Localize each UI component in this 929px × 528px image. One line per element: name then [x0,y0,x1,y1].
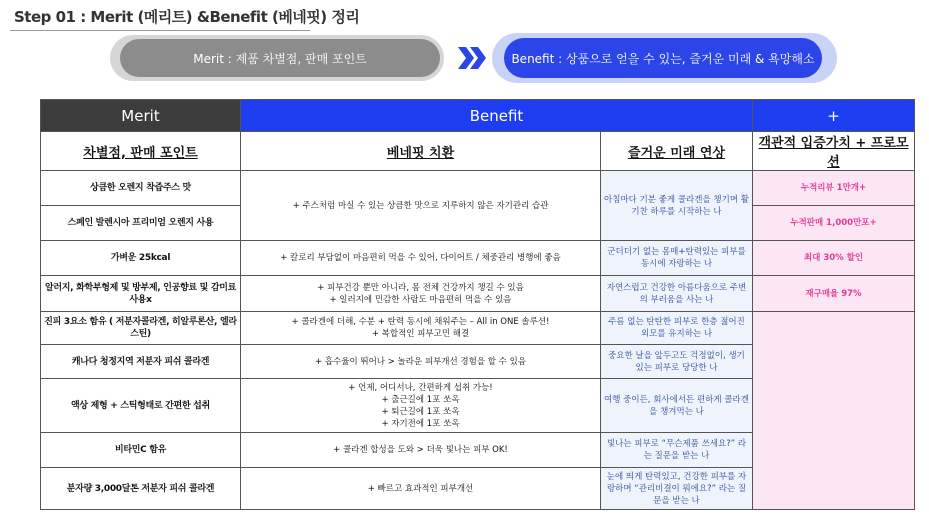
merit-cell: 비타민C 함유 [41,433,241,468]
column-header-row [41,132,915,171]
future-cell: 군더더기 없는 몸매+탄력있는 피부를 동시에 자랑하는 나 [601,241,753,276]
future-cell: 빛나는 피부로 “무슨제품 쓰세요?” 라는 질문을 받는 나 [601,433,753,468]
merit-cell: 액상 제형 + 스틱형태로 간편한 섭취 [41,379,241,433]
merit-benefit-table [40,99,915,510]
group-header-row [41,100,915,132]
merit-cell: 분자량 3,000달톤 저분자 피쉬 콜라겐 [41,468,241,510]
col-header-points: 차별점, 판매 포인트 [41,132,241,171]
future-cell: 눈에 띄게 탄력있고, 건강한 피부를 자랑하며 “관리비결이 뭐에요?” 라는 질문을 받는 나 [601,468,753,510]
plus-group-header: + [753,100,915,132]
proof-cell: 누적리뷰 1만개+ [753,171,915,206]
benefit-pill: Benefit : 상품으로 얻을 수 있는, 즐거운 미래 & 욕망해소 [504,38,822,78]
merit-cell: 가벼운 25kcal [41,241,241,276]
table-row [41,312,915,345]
future-cell: 자연스럽고 건강한 아름다움으로 주변의 부러움을 사는 나 [601,276,753,312]
merit-cell: 알러지, 화학부형제 및 방부제, 인공향료 및 감미료 사용x [41,276,241,312]
col-header-future: 즐거운 미래 연상 [601,132,753,171]
benefit-cell: + 흡수율이 뛰어나 > 놀라운 피부개선 경험을 할 수 있음 [241,345,601,379]
proof-cell: 누적판매 1,000만포+ [753,206,915,241]
title-underline [10,30,310,31]
benefit-group-header: Benefit [241,100,753,132]
merit-pill: Merit : 제품 차별점, 판매 포인트 [120,39,440,77]
proof-cell: 최대 30% 할인 [753,241,915,276]
table-row [41,276,915,312]
future-cell: 중요한 날을 앞두고도 걱정없이, 생기 있는 피부로 당당한 나 [601,345,753,379]
future-cell: 아침마다 기분 좋게 콜라겐을 챙기며 활기찬 하루를 시작하는 나 [601,171,753,241]
merit-cell: 캐나다 청정지역 저분자 피쉬 콜라겐 [41,345,241,379]
benefit-cell: + 주스처럼 마실 수 있는 상큼한 맛으로 지루하지 않은 자기관리 습관 [241,171,601,241]
benefit-cell: + 빠르고 효과적인 피부개선 [241,468,601,510]
future-cell: 여행 중이든, 회사에서든 편하게 콜라겐을 챙겨먹는 나 [601,379,753,433]
table-row [41,171,915,206]
benefit-cell: + 언제, 어디서나, 간편하게 섭취 가능! + 출근길에 1포 쏘옥 + 퇴근길에 1포 쏘옥 + 자기전에 1포 쏘옥 [241,379,601,433]
double-chevron-right-icon [456,45,490,71]
merit-cell: 스페인 발렌시아 프리미엄 오렌지 사용 [41,206,241,241]
merit-cell: 상큼한 오렌지 착즙주스 맛 [41,171,241,206]
benefit-pill-shadow [492,33,837,83]
proof-cell: 재구매율 97% [753,276,915,312]
proof-cell-empty [753,312,915,510]
future-cell: 주름 없는 탄탄한 피부로 한층 젊어진 외모를 유지하는 나 [601,312,753,345]
merit-group-header: Merit [41,100,241,132]
benefit-cell: + 콜라겐에 더해, 수분 + 탄력 동시에 채워주는 – All in ONE 솔루션! + 복합적인 피부고민 해결 [241,312,601,345]
step-title: Step 01 : Merit (메리트) &Benefit (베네핏) 정리 [14,8,360,26]
benefit-cell: + 칼로리 부담없이 마음편히 먹을 수 있어, 다이어트 / 체중관리 병행에 좋음 [241,241,601,276]
benefit-cell: + 피부건강 뿐만 아니라, 몸 전체 건강까지 챙길 수 있음 + 일러지에 민감한 사람도 마음편히 먹을 수 있음 [241,276,601,312]
merit-cell: 진피 3요소 함유 ( 저분자콜라겐, 히알루론산, 엘라스틴) [41,312,241,345]
col-header-benefit: 베네핏 치환 [241,132,601,171]
merit-pill-shadow [110,35,444,81]
table-row [41,241,915,276]
col-header-proof: 객관적 입증가치 + 프로모션 [753,132,915,171]
benefit-cell: + 콜라겐 합성을 도와 > 더욱 빛나는 피부 OK! [241,433,601,468]
